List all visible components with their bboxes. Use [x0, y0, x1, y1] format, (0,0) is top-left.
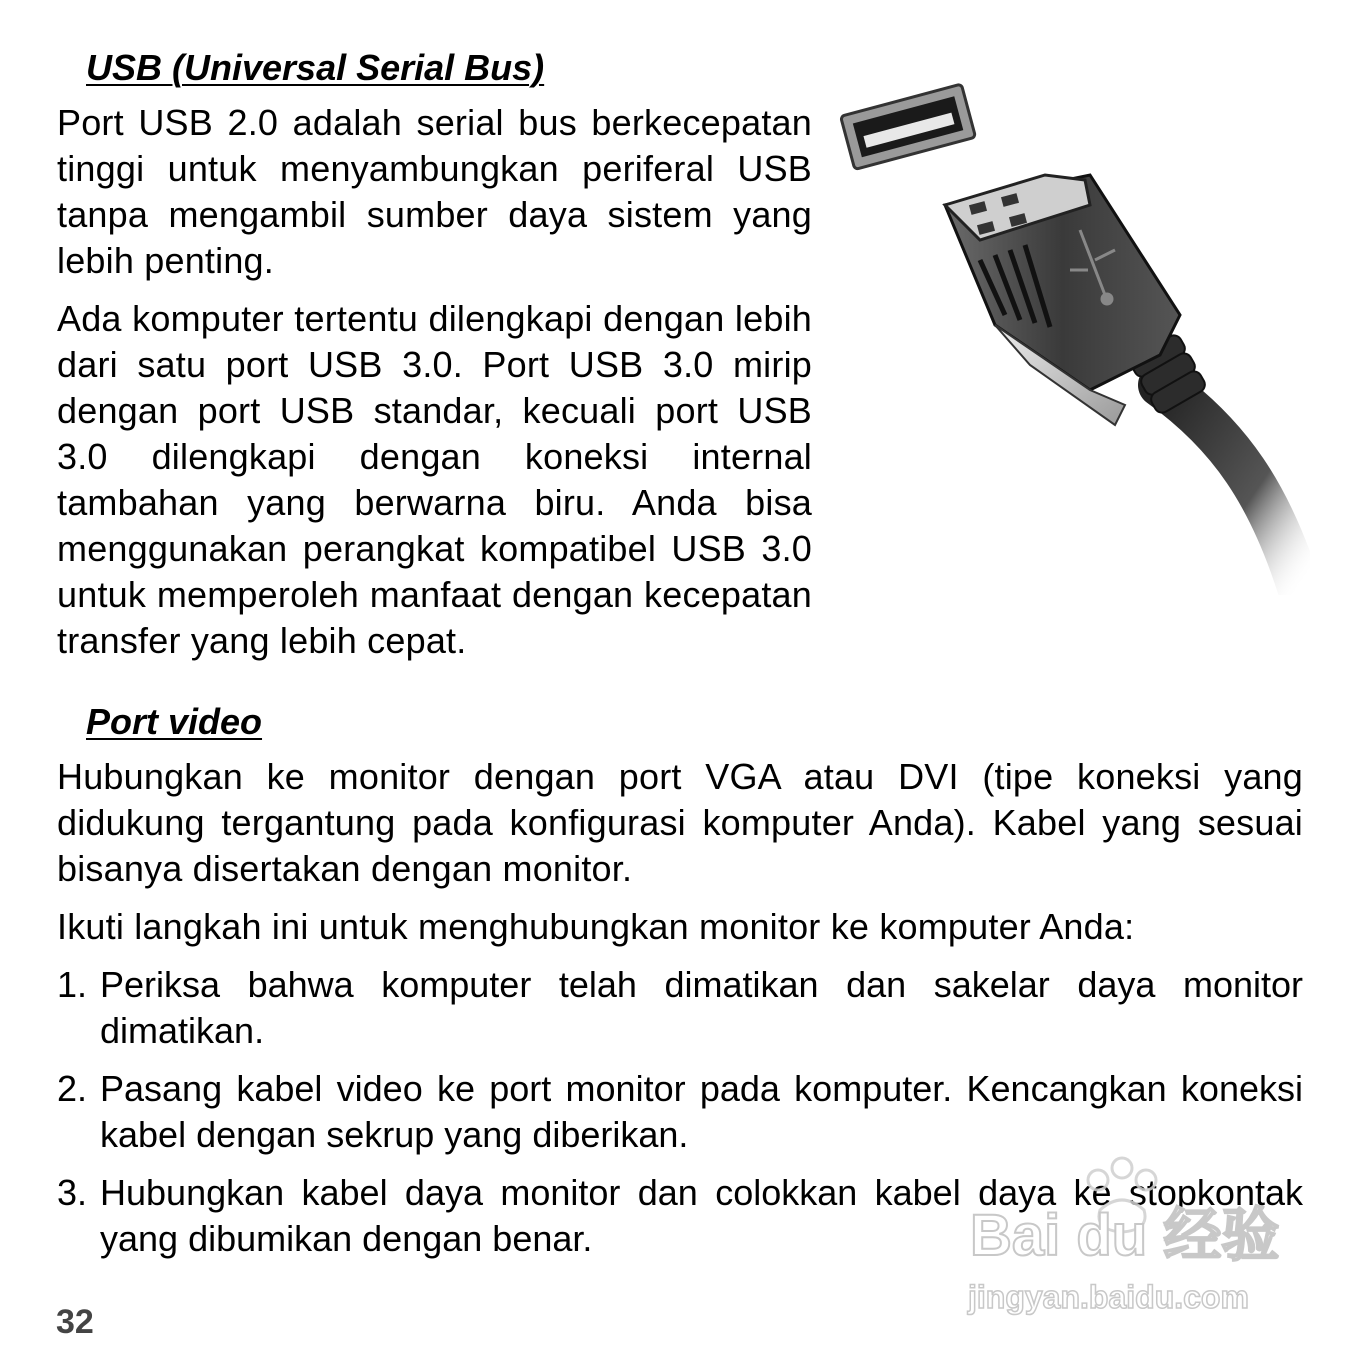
- step-text: Periksa bahwa komputer telah dimatikan dan sakelar daya monitor dimatikan.: [100, 964, 1303, 1051]
- usb-paragraph-1: Port USB 2.0 adalah serial bus berkecepatan tinggi untuk menyambungkan periferal USB tanpa mengambil sumber daya sistem yang lebih penting.: [57, 102, 812, 281]
- step-text: Pasang kabel video ke port monitor pada komputer. Kencangkan koneksi kabel dengan sekrup yang diberikan.: [100, 1068, 1303, 1155]
- usb-heading: USB (Universal Serial Bus): [86, 47, 545, 88]
- step-number: 1.: [57, 964, 88, 1005]
- video-paragraph-2: Ikuti langkah ini untuk menghubungkan monitor ke komputer Anda:: [57, 906, 1135, 947]
- video-paragraph-1: Hubungkan ke monitor dengan port VGA atau DVI (tipe koneksi yang didukung tergantung pada konfigurasi komputer Anda). Kabel yang sesuai bisanya disertakan dengan monitor.: [57, 756, 1303, 889]
- step-text: Hubungkan kabel daya monitor dan colokkan kabel daya ke stopkontak yang dibumikan dengan benar.: [100, 1172, 1303, 1259]
- step-number: 3.: [57, 1172, 88, 1213]
- watermark-url: jingyan.baidu.com: [968, 1279, 1249, 1315]
- watermark-brand: Bai du 经验: [970, 1203, 1280, 1268]
- video-heading: Port video: [86, 701, 263, 742]
- usb-paragraph-2: Ada komputer tertentu dilengkapi dengan lebih dari satu port USB 3.0. Port USB 3.0 mirip dengan port USB standar, kecuali port USB 3.0 dilengkapi dengan koneksi internal tambahan yang berwarna biru. Anda bisa menggunakan perangkat kompatibel USB 3.0 untuk memperoleh manfaat dengan kecepatan transfer yang lebih cepat.: [57, 298, 812, 661]
- step-3: [57, 1170, 1303, 1262]
- step-1: [57, 962, 1303, 1054]
- step-number: 2.: [57, 1068, 88, 1109]
- usb-connector-icon: [830, 55, 1310, 595]
- page-number: 32: [56, 1303, 94, 1341]
- step-2: [57, 1066, 1303, 1158]
